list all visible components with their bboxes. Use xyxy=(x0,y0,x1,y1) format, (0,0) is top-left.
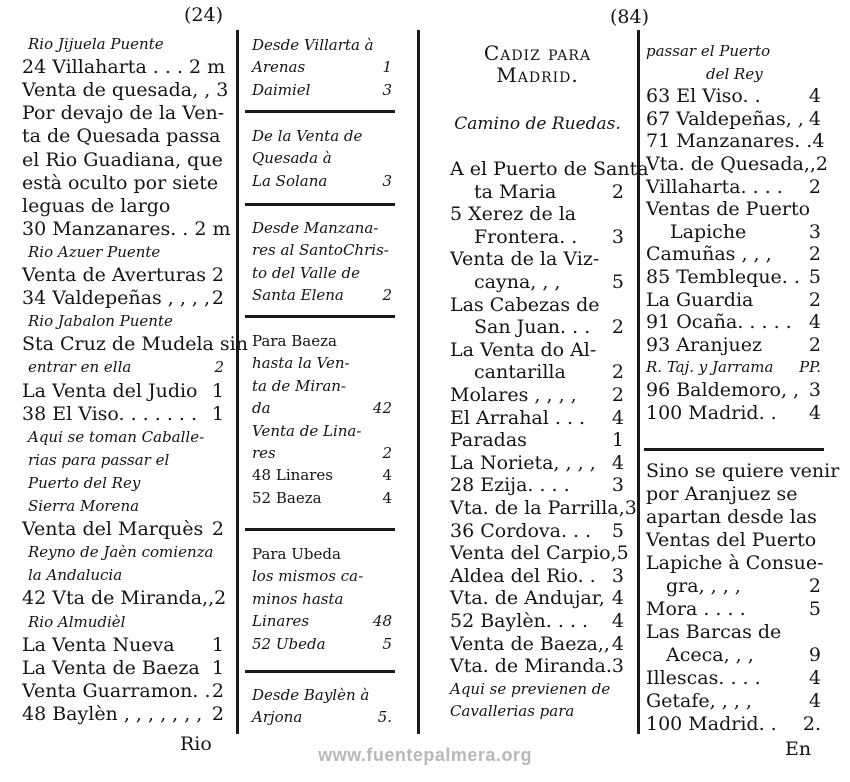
right-side-top-entry-10 xyxy=(646,266,821,288)
right-side-bottom-entry-7-text: Las Barcas de xyxy=(646,621,782,643)
left-side-box-1-line-1-text: Quesada à xyxy=(252,149,332,168)
right-side-bottom-entry-6-distance: 5 xyxy=(808,598,821,620)
left-side-box-4-line-3 xyxy=(252,610,392,632)
catchword-right: En xyxy=(785,738,812,760)
right-side-bottom-entry-6-text: Mora . . . . xyxy=(646,598,746,620)
left-entry-21 xyxy=(22,518,224,540)
right-side-top-entry-1 xyxy=(706,63,821,85)
left-side-box-3-line-7-distance: 4 xyxy=(382,488,392,507)
right-side-top-entry-4-text: 71 Manzanares. . xyxy=(646,130,813,153)
left-entry-20 xyxy=(28,495,224,517)
right-side-top-entry-8-distance: 3 xyxy=(808,220,821,243)
left-entry-4-text: ta de Quesada passa xyxy=(22,125,221,148)
left-side-box-0-line-1-distance: 1 xyxy=(382,58,392,77)
right-side-bottom-entry-5 xyxy=(666,575,821,597)
right-entry-19-text: Vta. de Andujar, xyxy=(450,587,605,610)
right-entry-5-text: cayna, , , xyxy=(474,271,561,293)
right-side-top-entry-8 xyxy=(670,221,821,243)
box-rule-3 xyxy=(245,315,395,318)
right-side-top-entry-1-text: del Rey xyxy=(706,64,763,83)
right-entry-24 xyxy=(450,700,624,722)
right-entry-23-text: Aqui se previenen de xyxy=(450,679,611,698)
left-side-box-4-line-4-distance: 5 xyxy=(382,634,392,653)
right-side-top-entry-11 xyxy=(646,289,821,311)
left-entry-24 xyxy=(22,587,227,610)
left-side-box-0-line-0-text: Desde Villarta à xyxy=(252,36,374,54)
right-side-top-entry-8-text: Lapiche xyxy=(670,220,747,243)
right-entry-12-distance: 1 xyxy=(611,429,624,452)
right-entry-17-text: Venta del Carpio, xyxy=(450,542,617,565)
right-side-top-entry-11-text: La Guardia xyxy=(646,288,754,311)
left-entry-4 xyxy=(22,125,224,147)
right-entry-20-text: 52 Baylèn. . . . xyxy=(450,610,589,632)
left-side-box-3-line-0-text: Para Baeza xyxy=(252,332,337,350)
right-side-bottom-entry-2 xyxy=(646,506,821,528)
left-entry-3-text: Por devajo de la Ven- xyxy=(22,102,225,125)
left-side-box-2-line-0 xyxy=(252,217,392,239)
left-entry-6-text: està oculto por siete xyxy=(22,171,219,194)
right-entry-21-distance: 4 xyxy=(611,632,624,655)
right-side-top-entry-9 xyxy=(646,243,821,265)
left-entry-1 xyxy=(22,56,224,78)
left-entry-24-distance: 2 xyxy=(214,587,227,610)
right-entry-9-distance: 2 xyxy=(611,361,624,384)
right-entry-1-text: ta Maria xyxy=(474,180,557,203)
left-side-box-3-line-2-text: ta de Miran- xyxy=(252,376,346,395)
right-page-subheading: Camino de Ruedas. xyxy=(454,114,621,134)
left-side-box-2-line-3-distance: 2 xyxy=(382,286,392,305)
right-entry-22-text: Vta. de Miranda. xyxy=(450,655,612,678)
right-entry-4 xyxy=(450,248,624,270)
left-entry-13 xyxy=(22,333,248,356)
left-entry-17-text: Aqui se toman Caballe- xyxy=(28,427,205,446)
left-side-box-0-line-2-distance: 3 xyxy=(382,80,392,99)
right-entry-16-distance: 5 xyxy=(611,519,624,542)
right-side-top-entry-15 xyxy=(646,379,821,401)
left-entry-2 xyxy=(22,79,229,102)
left-entry-13-text: Sta Cruz de Mudela sin xyxy=(22,333,248,356)
right-entry-3-text: Frontera. . xyxy=(474,225,578,248)
left-side-box-5-line-1-distance: 5. xyxy=(377,708,392,727)
left-side-box-0-line-0 xyxy=(252,34,392,56)
right-side-top-entry-12 xyxy=(646,311,821,333)
right-side-bottom-entry-4 xyxy=(646,552,824,574)
left-entry-3 xyxy=(22,102,224,124)
left-entry-16 xyxy=(22,403,224,425)
right-side-bottom-entry-2-text: apartan desde las xyxy=(646,506,817,528)
right-side-top-entry-13 xyxy=(646,334,821,356)
left-side-box-1-line-2-text: La Solana xyxy=(252,171,328,190)
left-side-box-0-line-2 xyxy=(252,79,392,101)
left-side-box-4-line-4-text: 52 Ubeda xyxy=(252,634,326,653)
right-entry-7-distance: 2 xyxy=(611,316,624,339)
right-side-top-entry-0-text: passar el Puerto xyxy=(646,42,771,60)
right-entry-0 xyxy=(450,158,649,180)
right-entry-8 xyxy=(450,339,624,361)
box-rule-4 xyxy=(245,528,395,531)
left-side-box-3-line-4-text: Venta de Lina- xyxy=(252,421,362,440)
left-side-box-4-line-2 xyxy=(252,588,392,610)
right-entry-14-text: 28 Ezija. . . . xyxy=(450,474,570,497)
left-side-box-3-line-5-distance: 2 xyxy=(382,444,392,462)
left-entry-22-text: Reyno de Jaèn comienza xyxy=(28,543,214,562)
right-side-bottom-entry-3-text: Ventas del Puerto xyxy=(646,529,817,551)
left-entry-7-text: leguas de largo xyxy=(22,194,171,217)
left-entry-1-text: 24 Villaharta . . . 2 m xyxy=(22,56,226,79)
right-side-bottom-entry-9-distance: 4 xyxy=(808,667,821,689)
right-side-bottom-entry-1 xyxy=(646,483,821,505)
left-entry-7 xyxy=(22,195,224,217)
left-entry-25 xyxy=(28,611,224,633)
right-page-heading-line-2: Madrid. xyxy=(496,63,579,87)
left-side-box-2-line-1 xyxy=(252,239,392,261)
right-entry-15-text: Vta. de la Parrilla, xyxy=(450,497,625,519)
right-side-top-entry-2 xyxy=(646,85,821,107)
right-side-top-entry-5-distance: 2 xyxy=(815,153,829,175)
right-entry-16 xyxy=(450,520,624,542)
left-side-box-3-line-5 xyxy=(252,442,392,464)
left-entry-20-text: Sierra Morena xyxy=(28,497,140,515)
right-side-bottom-entry-5-text: gra, , , , xyxy=(666,575,741,597)
right-side-top-entry-10-text: 85 Tembleque. . xyxy=(646,266,800,288)
page-number-left: (24) xyxy=(184,4,224,26)
left-side-box-3-line-2 xyxy=(252,375,392,397)
right-entry-15 xyxy=(450,497,637,519)
right-entry-12 xyxy=(450,429,624,451)
right-side-bottom-entry-10 xyxy=(646,690,821,712)
left-side-box-3-line-1-text: hasta la Ven- xyxy=(252,354,350,373)
left-side-box-3-line-6 xyxy=(252,464,392,486)
right-entry-10 xyxy=(450,384,624,406)
right-side-bottom-entry-8-distance: 9 xyxy=(808,644,821,666)
right-side-bottom-entry-6 xyxy=(646,598,821,620)
left-entry-14-text: entrar en ella xyxy=(28,358,132,377)
left-entry-14-distance: 2 xyxy=(214,358,224,377)
left-side-box-4-line-3-distance: 48 xyxy=(372,612,392,631)
right-entry-7-text: San Juan. . . xyxy=(474,316,591,339)
left-side-box-4-line-3-text: Linares xyxy=(252,612,310,631)
right-side-bottom-entry-11 xyxy=(646,713,821,735)
left-page-column-rule xyxy=(236,30,239,734)
right-entry-8-text: La Venta do Al- xyxy=(450,338,597,361)
right-entry-12-text: Paradas xyxy=(450,429,527,452)
left-side-box-5-line-1-text: Arjona xyxy=(252,708,303,727)
right-col2-divider xyxy=(644,448,824,451)
right-side-top-entry-6 xyxy=(646,176,821,198)
left-entry-5 xyxy=(22,149,224,171)
left-entry-14 xyxy=(28,356,224,378)
right-entry-22-distance: 3 xyxy=(611,655,625,678)
left-entry-23-text: la Andalucia xyxy=(28,566,123,585)
right-side-top-entry-6-distance: 2 xyxy=(808,175,821,198)
left-entry-5-text: el Rio Guadiana, que xyxy=(22,148,223,171)
left-side-box-1-line-0 xyxy=(252,125,392,147)
left-entry-0-text: Rio Jijuela Puente xyxy=(28,35,164,53)
right-entry-6 xyxy=(450,294,624,316)
left-side-box-0-line-2-text: Daimiel xyxy=(252,80,311,99)
right-side-top-entry-16-text: 100 Madrid. . xyxy=(646,401,777,424)
right-side-top-entry-3 xyxy=(646,108,821,130)
left-entry-21-distance: 2 xyxy=(211,518,224,541)
right-side-top-entry-11-distance: 2 xyxy=(808,288,821,311)
left-entry-11-distance: 2 xyxy=(211,287,224,310)
right-entry-9-text: cantarilla xyxy=(474,361,566,384)
watermark: www.fuentepalmera.org xyxy=(318,745,532,765)
left-side-box-0-line-1 xyxy=(252,56,392,78)
left-entry-10-distance: 2 xyxy=(211,264,224,286)
right-entry-13-text: La Norieta, , , , xyxy=(450,451,596,474)
left-entry-16-distance: 1 xyxy=(211,402,224,425)
right-entry-3 xyxy=(474,226,624,248)
left-side-box-1-line-2 xyxy=(252,170,392,192)
right-side-bottom-entry-9-text: Illescas. . . . xyxy=(646,667,761,689)
right-entry-18-distance: 3 xyxy=(611,564,624,587)
left-side-box-3-line-0 xyxy=(252,330,392,352)
left-side-box-5-line-1 xyxy=(252,706,392,728)
right-entry-0-text: A el Puerto de Santa xyxy=(450,158,649,180)
left-side-box-3-line-6-distance: 4 xyxy=(382,466,392,485)
right-side-top-entry-3-distance: 4 xyxy=(808,107,821,130)
right-entry-2-text: 5 Xerez de la xyxy=(450,203,577,226)
right-side-top-entry-5-text: Vta. de Quesada,, xyxy=(646,153,816,175)
left-side-box-1-line-0-text: De la Venta de xyxy=(252,127,363,145)
right-side-bottom-entry-1-text: por Aranjuez se xyxy=(646,483,798,505)
right-side-top-entry-12-distance: 4 xyxy=(808,311,821,334)
left-entry-11 xyxy=(22,287,224,309)
right-side-bottom-entry-0 xyxy=(646,460,840,482)
right-entry-20-distance: 4 xyxy=(611,610,624,632)
right-side-top-entry-5 xyxy=(646,153,829,175)
left-entry-28 xyxy=(22,680,224,702)
right-entry-17-distance: 5 xyxy=(616,542,629,565)
left-entry-11-text: 34 Valdepeñas , , , , xyxy=(22,287,211,310)
left-entry-29 xyxy=(22,703,224,725)
left-entry-6 xyxy=(22,172,224,194)
right-side-top-entry-3-text: 67 Valdepeñas, , xyxy=(646,107,804,130)
right-entry-14-distance: 3 xyxy=(611,474,624,497)
right-side-bottom-entry-9 xyxy=(646,667,821,689)
right-entry-23 xyxy=(450,678,624,700)
left-entry-9 xyxy=(28,241,224,263)
left-entry-25-text: Rio Almudièl xyxy=(28,612,126,631)
right-side-top-entry-6-text: Villaharta. . . . xyxy=(646,175,783,198)
right-side-top-entry-4 xyxy=(646,130,825,153)
right-side-bottom-entry-8 xyxy=(666,644,821,666)
right-entry-5 xyxy=(474,271,624,293)
right-side-top-entry-16-distance: 4 xyxy=(808,401,821,424)
right-entry-3-distance: 3 xyxy=(611,225,624,248)
left-entry-27 xyxy=(22,657,224,679)
left-entry-0 xyxy=(28,33,224,55)
right-side-top-entry-10-distance: 5 xyxy=(808,266,821,288)
right-side-top-entry-14-distance: PP. xyxy=(799,358,821,377)
left-entry-10-text: Venta de Averturas xyxy=(22,264,206,286)
right-entry-15-distance: 3 xyxy=(624,497,637,519)
right-entry-10-text: Molares , , , , xyxy=(450,384,577,406)
left-side-box-2-line-3 xyxy=(252,284,392,306)
left-entry-21-text: Venta del Marquès xyxy=(22,518,204,541)
right-entry-10-distance: 2 xyxy=(611,384,624,406)
right-entry-17 xyxy=(450,542,629,565)
right-entry-11-text: El Arrahal . . . xyxy=(450,406,586,429)
right-side-bottom-entry-3 xyxy=(646,529,821,551)
left-entry-24-text: 42 Vta de Miranda,, xyxy=(22,587,215,610)
left-entry-26-distance: 1 xyxy=(211,633,224,656)
right-entry-22 xyxy=(450,655,624,677)
left-entry-16-text: 38 El Viso. . . . . . . xyxy=(22,402,198,425)
left-side-box-3-line-3-distance: 42 xyxy=(372,399,392,418)
right-side-top-entry-4-distance: 4 xyxy=(812,130,825,153)
right-side-top-entry-9-text: Camuñas , , , xyxy=(646,243,772,266)
right-entry-20 xyxy=(450,610,624,632)
left-side-box-4-line-1 xyxy=(252,565,392,587)
right-entry-1-distance: 2 xyxy=(611,180,624,203)
box-rule-1 xyxy=(245,110,395,113)
left-side-box-3-line-4 xyxy=(252,420,392,442)
left-entry-27-text: La Venta de Baeza xyxy=(22,656,200,679)
catchword-left: Rio xyxy=(180,733,212,755)
right-side-bottom-entry-4-text: Lapiche à Consue- xyxy=(646,552,824,574)
right-side-bottom-entry-5-distance: 2 xyxy=(808,575,821,597)
left-side-box-3-line-1 xyxy=(252,352,392,374)
left-side-box-2-line-2-text: to del Valle de xyxy=(252,263,360,282)
right-side-top-entry-2-text: 63 El Viso. . xyxy=(646,85,761,108)
left-side-box-4-line-0 xyxy=(252,543,392,565)
box-rule-2 xyxy=(245,203,395,206)
left-entry-29-distance: 2 xyxy=(211,702,224,725)
right-side-top-entry-0 xyxy=(646,40,821,62)
left-entry-15-distance: 1 xyxy=(211,379,224,402)
right-entry-21-text: Venta de Baeza,, xyxy=(450,632,610,655)
left-entry-15-text: La Venta del Judio xyxy=(22,379,198,402)
right-side-bottom-entry-10-distance: 4 xyxy=(808,690,821,712)
right-entry-2 xyxy=(450,203,624,225)
right-entry-1 xyxy=(474,181,624,203)
right-entry-19 xyxy=(450,587,624,609)
right-side-top-entry-13-text: 93 Aranjuez xyxy=(646,333,762,356)
right-entry-6-text: Las Cabezas de xyxy=(450,293,600,316)
right-entry-18 xyxy=(450,565,624,587)
left-entry-9-text: Rio Azuer Puente xyxy=(28,242,161,261)
left-side-box-4-line-0-text: Para Ubeda xyxy=(252,545,341,563)
right-side-top-entry-13-distance: 2 xyxy=(808,333,821,356)
left-side-box-3-line-7-text: 52 Baeza xyxy=(252,488,322,507)
left-side-box-3-line-6-text: 48 Linares xyxy=(252,466,333,485)
left-side-box-4-line-2-text: minos hasta xyxy=(252,589,344,608)
right-side-bottom-entry-11-distance: 2. xyxy=(802,713,821,735)
left-side-box-5-line-0 xyxy=(252,684,392,706)
left-entry-29-text: 48 Baylèn , , , , , , , xyxy=(22,702,203,725)
right-side-bottom-entry-10-text: Getafe, , , , xyxy=(646,690,752,712)
right-side-bottom-entry-11-text: 100 Madrid. . xyxy=(646,713,777,735)
right-side-top-entry-12-text: 91 Ocaña. . . . . xyxy=(646,311,792,334)
left-side-box-4-line-4 xyxy=(252,633,392,655)
left-side-box-2-line-0-text: Desde Manzana- xyxy=(252,219,379,237)
left-side-box-4-line-1-text: los mismos ca- xyxy=(252,567,364,586)
right-side-top-entry-15-distance: 3 xyxy=(808,379,821,401)
left-entry-26 xyxy=(22,634,224,656)
right-entry-24-text: Cavallerias para xyxy=(450,702,575,721)
left-entry-19-text: Puerto del Rey xyxy=(28,473,141,492)
right-entry-11 xyxy=(450,407,624,429)
left-entry-2-text: Venta de quesada, , 3 xyxy=(22,79,229,102)
right-side-top-entry-14 xyxy=(646,356,821,378)
left-entry-28-distance: 2 xyxy=(211,679,224,702)
right-side-bottom-entry-8-text: Aceca, , , xyxy=(666,644,754,666)
page-number-right: (84) xyxy=(610,6,650,28)
right-side-top-entry-7-text: Ventas de Puerto xyxy=(646,198,811,221)
left-entry-28-text: Venta Guarramon. . xyxy=(22,679,211,702)
right-entry-14 xyxy=(450,474,624,496)
left-side-box-3-line-5-text: res xyxy=(252,444,276,462)
right-side-top-entry-2-distance: 4 xyxy=(808,85,821,108)
page-gutter-rule xyxy=(417,30,420,734)
left-side-box-3-line-7 xyxy=(252,487,392,509)
right-side-bottom-entry-7 xyxy=(646,621,821,643)
left-entry-15 xyxy=(22,380,224,402)
left-entry-23 xyxy=(28,564,224,586)
right-page-heading-line-1: Cadiz para xyxy=(483,41,592,65)
right-side-top-entry-7 xyxy=(646,198,821,220)
left-entry-12 xyxy=(28,310,224,332)
left-entry-27-distance: 1 xyxy=(211,656,224,679)
left-side-box-2-line-3-text: Santa Elena xyxy=(252,286,344,305)
left-side-box-3-line-3-text: da xyxy=(252,399,271,418)
right-page-column-rule xyxy=(637,30,640,734)
left-side-box-1-line-1 xyxy=(252,147,392,169)
right-entry-19-distance: 4 xyxy=(611,587,624,610)
right-side-top-entry-15-text: 96 Baldemoro, , xyxy=(646,379,800,401)
left-entry-22 xyxy=(28,541,224,563)
left-entry-19 xyxy=(28,472,224,494)
right-entry-5-distance: 5 xyxy=(611,271,624,293)
left-side-box-0-line-1-text: Arenas xyxy=(252,58,306,77)
right-side-top-entry-16 xyxy=(646,402,821,424)
left-entry-18 xyxy=(28,449,224,471)
right-entry-11-distance: 4 xyxy=(611,406,624,429)
left-side-box-1-line-2-distance: 3 xyxy=(382,171,392,190)
left-entry-26-text: La Venta Nueva xyxy=(22,633,175,656)
left-entry-8-text: 30 Manzanares. . 2 m xyxy=(22,217,231,240)
right-entry-18-text: Aldea del Rio. . xyxy=(450,564,596,587)
right-entry-13-distance: 4 xyxy=(611,451,624,474)
right-entry-21 xyxy=(450,633,624,655)
right-entry-13 xyxy=(450,452,624,474)
left-side-box-5-line-0-text: Desde Baylèn à xyxy=(252,686,370,704)
left-entry-17 xyxy=(28,426,224,448)
left-side-box-2-line-1-text: res al SantoChris- xyxy=(252,241,389,260)
right-entry-16-text: 36 Cordova. . . xyxy=(450,519,592,542)
right-side-top-entry-9-distance: 2 xyxy=(808,243,821,266)
right-entry-9 xyxy=(474,361,624,383)
left-side-box-3-line-3 xyxy=(252,397,392,419)
box-rule-5 xyxy=(245,670,395,673)
left-entry-12-text: Rio Jabalon Puente xyxy=(28,312,173,331)
right-side-top-entry-14-text: R. Taj. y Jarrama xyxy=(646,358,774,377)
left-entry-18-text: rias para passar el xyxy=(28,450,170,469)
left-side-box-2-line-2 xyxy=(252,262,392,284)
left-entry-8 xyxy=(22,217,231,240)
right-side-bottom-entry-0-text: Sino se quiere venir xyxy=(646,460,840,482)
right-entry-4-text: Venta de la Viz- xyxy=(450,248,600,271)
right-entry-7 xyxy=(474,316,624,338)
left-entry-10 xyxy=(22,264,224,286)
